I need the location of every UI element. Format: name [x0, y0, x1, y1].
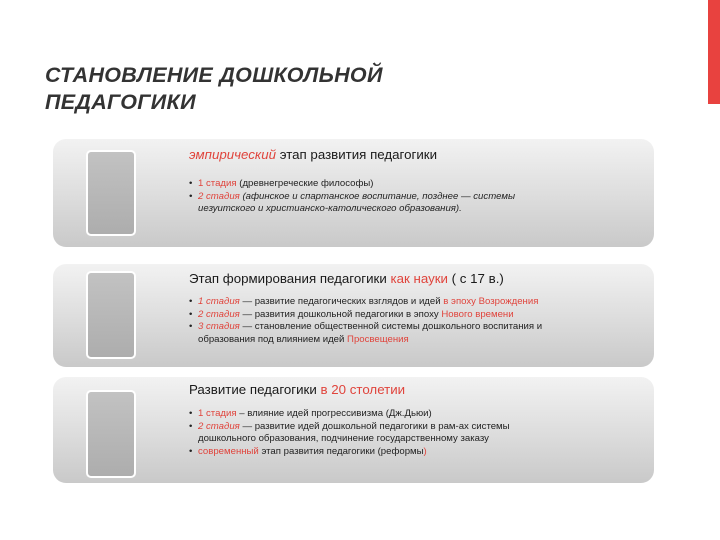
list-item: • 2 стадия (афинское и спартанское воспитание, позднее — системы иезуитского и христианско-католического образования).	[189, 191, 640, 216]
list-item: • современный этап развития педагогики (реформы)	[189, 446, 640, 459]
panel-text	[189, 146, 640, 216]
panel-text	[189, 381, 640, 458]
image-placeholder	[86, 271, 136, 359]
list-item: • 1 стадия — развитие педагогических взглядов и идей в эпоху Возрождения	[189, 296, 640, 309]
accent-bar	[708, 0, 720, 104]
image-placeholder	[86, 390, 136, 478]
list-item: • 2 стадия — развитие идей дошкольной педагогики в рам-ах системы дошкольного образования, подчинение государственному заказу	[189, 421, 640, 446]
stage-list	[189, 178, 640, 216]
stage-panel-science	[53, 264, 654, 367]
image-placeholder	[86, 150, 136, 236]
stage-panel-20th-century	[53, 377, 654, 483]
list-item: • 2 стадия — развития дошкольной педагогики в эпоху Нового времени	[189, 309, 640, 322]
stage-panel-empirical	[53, 139, 654, 247]
slide-title: СТАНОВЛЕНИЕ ДОШКОЛЬНОЙ ПЕДАГОГИКИ	[45, 63, 383, 114]
panel-heading: эмпирический этап развития педагогики	[189, 147, 438, 162]
panel-heading: Этап формирования педагогики как науки ( с 17 в.)	[189, 271, 504, 286]
stage-list	[189, 296, 640, 346]
list-item: • 3 стадия — становление общественной системы дошкольного воспитания и образования под влиянием идей Просвещения	[189, 321, 640, 346]
panel-heading: Развитие педагогики в 20 столетии	[189, 382, 406, 397]
stage-list	[189, 408, 640, 458]
panel-text	[189, 270, 640, 346]
list-item: • 1 стадия (древнегреческие философы)	[189, 178, 640, 191]
list-item: • 1 стадия – влияние идей прогрессивизма (Дж.Дьюи)	[189, 408, 640, 421]
